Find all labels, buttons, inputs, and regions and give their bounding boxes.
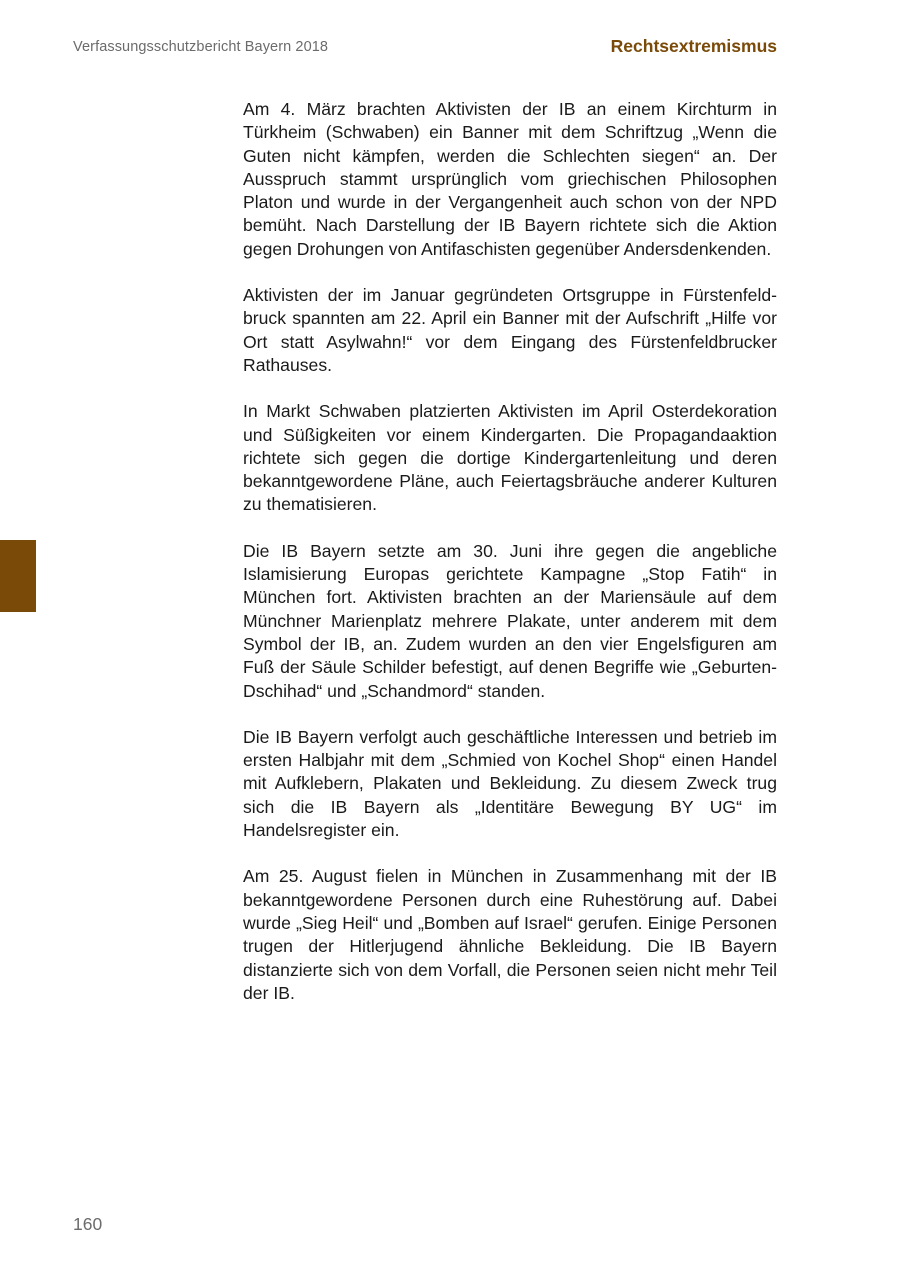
section-title: Rechtsextremismus xyxy=(610,36,777,56)
running-header-title: Verfassungsschutzbericht Bayern 2018 xyxy=(73,39,329,55)
paragraph-fuerstenfeldbruck: Aktivisten der im Januar gegründeten Ortsgruppe in Fürstenfeldbruck spannten am 22. April ein Banner mit der Aufschrift „Hilfe vor Ort statt Asylwahn!“ vor dem Eingang des Fürstenfeldbrucker Rathauses. xyxy=(243,285,777,375)
paragraph-stop-fatih: Die IB Bayern setzte am 30. Juni ihre gegen die angebliche Islamisierung Europas gerichtete Kampagne „Stop Fatih“ in München fort. Aktivisten brachten an der Mariensäule auf dem Münchner Marienplatz mehrere Plakate, unter anderem mit dem Symbol der IB, an. Zudem wurden an den vier Engelsfiguren am Fuß der Säule Schilder befestigt, auf denen Begriffe wie „Geburten-Dschihad“ und „Schandmord“ standen. xyxy=(243,540,777,701)
main-text xyxy=(243,98,777,1028)
chapter-marker-tab xyxy=(0,540,36,612)
paragraph-kirchturm-banner: Am 4. März brachten Aktivisten der IB an einem Kirchturm in Türkheim (Schwaben) ein Banner mit dem Schriftzug „Wenn die Guten nicht kämpfen, werden die Schlechten siegen“ an. Der Ausspruch stammt ursprünglich vom griechischen Philosophen Platon und wurde in der Vergangenheit auch schon von der NPD bemüht. Nach Darstellung der IB Bayern richtete sich die Aktion gegen Drohungen von Antifaschisten gegenüber Andersdenkenden. xyxy=(243,99,777,259)
paragraph-shop: Die IB Bayern verfolgt auch geschäftliche Interessen und betrieb im ersten Halbjahr mit dem „Schmied von Kochel Shop“ einen Handel mit Aufklebern, Plakaten und Bekleidung. Zu diesem Zweck trug sich die IB Bayern als „Identitäre Bewegung BY UG“ im Handelsregister ein. xyxy=(243,726,777,841)
paragraph-markt-schwaben: In Markt Schwaben platzierten Aktivisten im April Osterdekoration und Süßigkeiten vor einem Kindergarten. Die Propagandaaktion richtete sich gegen die dortige Kindergartenleitung und deren bekanntgewordene Pläne, auch Feiertagsbräuche anderer Kulturen zu thematisieren. xyxy=(243,401,777,515)
page-number: 160 xyxy=(73,1214,103,1234)
paragraph-ruhestoerung: Am 25. August fielen in München in Zusammenhang mit der IB bekanntgewordene Personen durch eine Ruhestörung auf. Dabei wurde „Sieg Heil“ und „Bomben auf Israel“ gerufen. Einige Personen trugen der Hitlerjugend ähnliche Bekleidung. Die IB Bayern distanzierte sich von dem Vorfall, die Personen seien nicht mehr Teil der IB. xyxy=(243,866,777,1003)
